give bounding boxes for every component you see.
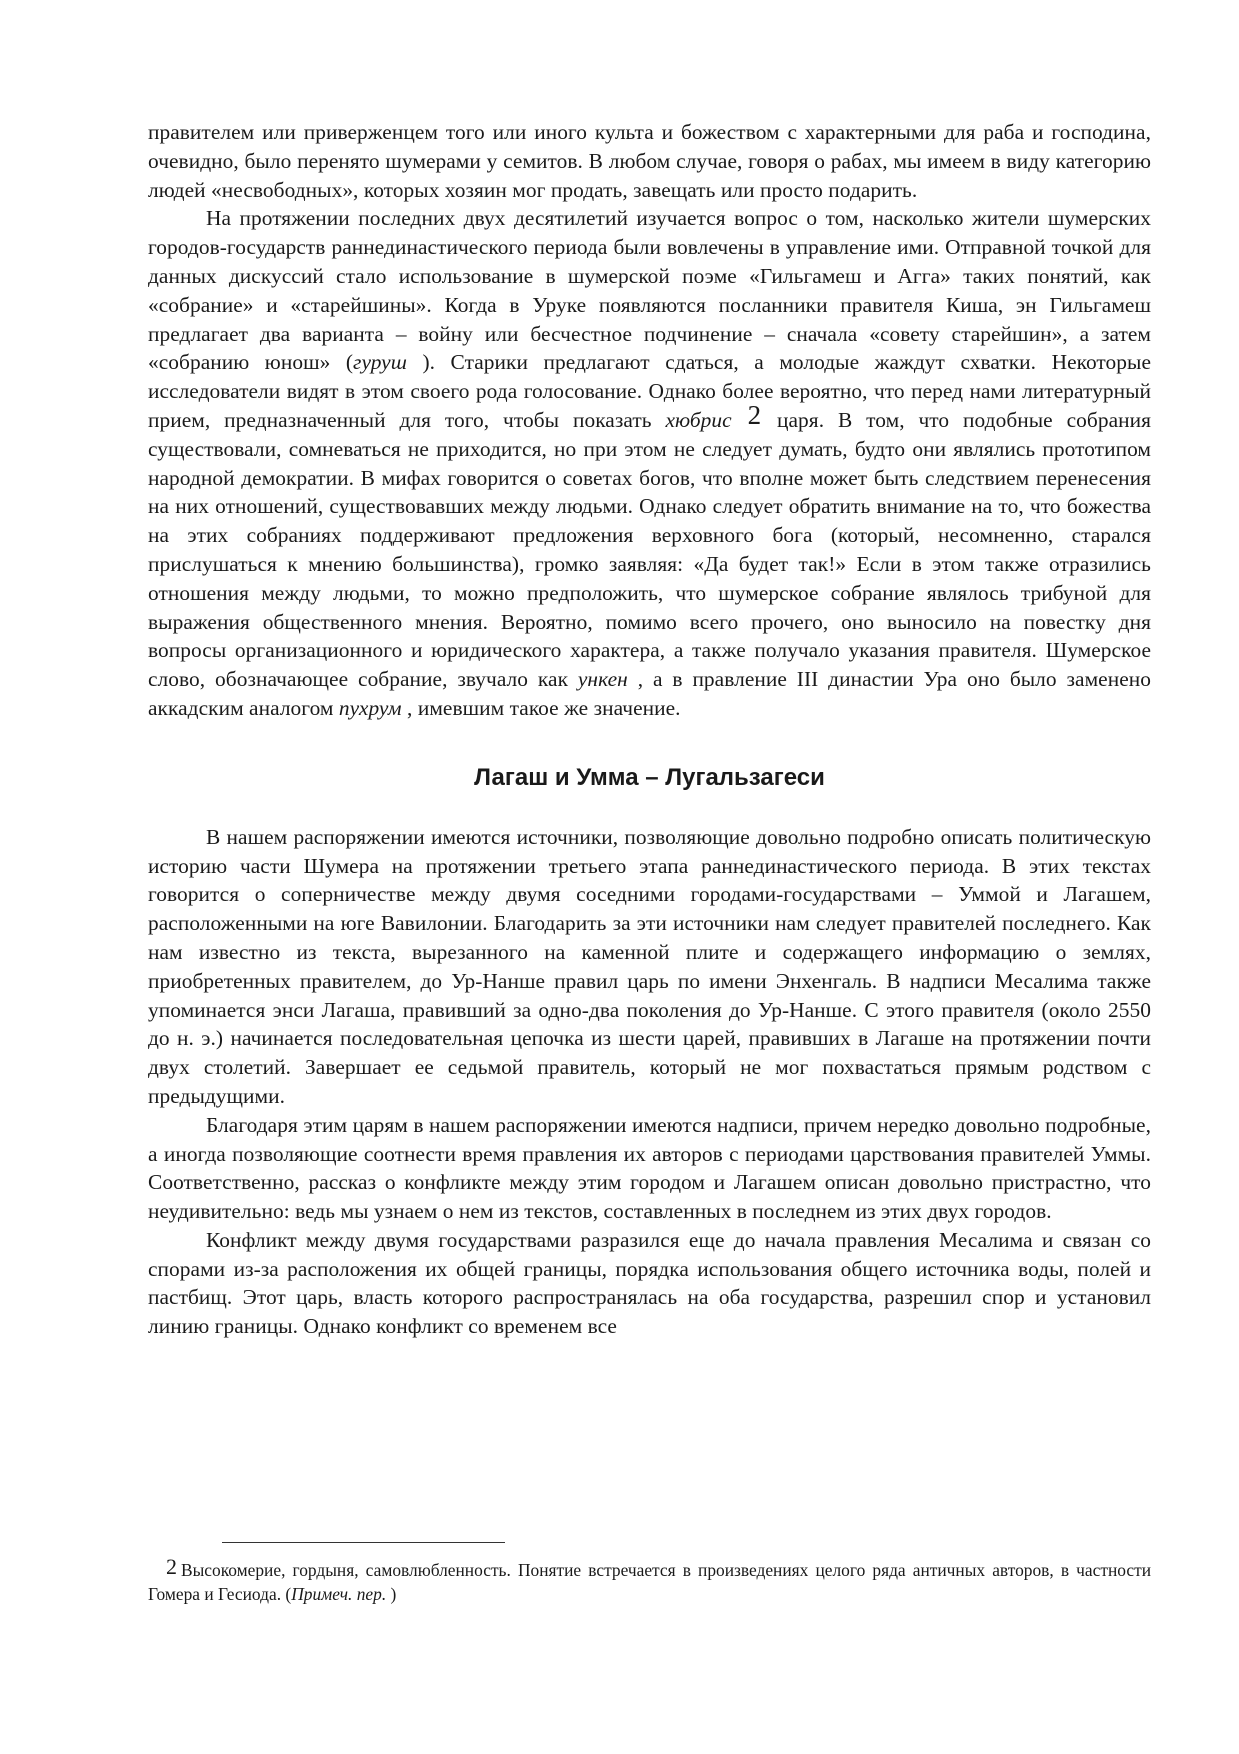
footnote-number: 2 xyxy=(166,1554,177,1579)
paragraph-2-text-2: ). Старики предлагают сдаться, а молодые жаждут схватки. Некоторые исследователи видят в этом своего рода голосование. Однако более вероятно, что перед нами литературный прием, предназначенный для того, чтобы показать xyxy=(148,350,1151,432)
paragraph-4: Благодаря этим царям в нашем распоряжении имеются надписи, причем нередко довольно подробные, а иногда позволяющие соотнести время правления их авторов с периодами царствования правителей Уммы. Соответственно, рассказ о конфликте между этим городом и Лагашем описан довольно пристрастно, что неудивительно: ведь мы узнаем о нем из текстов, составленных в последнем из этих двух городов. xyxy=(148,1112,1151,1224)
paragraph-1: правителем или приверженцем того или иного культа и божеством с характерными для раба и господина, очевидно, было перенято шумерами у семитов. В любом случае, говоря о рабах, мы имеем в виду категорию людей «несвободных», которых хозяин мог продать, завещать или просто подарить. xyxy=(148,120,1151,202)
section-heading: Лагаш и Умма – Лугальзагеси xyxy=(474,763,825,791)
term-gurush: гуруш xyxy=(353,350,407,375)
footnote-tail: ) xyxy=(386,1584,397,1604)
paragraph-5: Конфликт между двумя государствами разразился еще до начала правления Месалима и связан со спорами из-за расположения их общей границы, порядка использования общего источника воды, полей и пастбищ. Этот царь, власть которого распространялась на оба государства, разрешил спор и установил линию границы. Однако конфликт со временем все xyxy=(148,1227,1151,1339)
paragraph-2-text-1: На протяжении последних двух десятилетий изучается вопрос о том, насколько жители шумерских городов-государств раннединастического периода были вовлечены в управление ими. Отправной точкой для данных дискуссий стало использование в шумерской поэме «Гильгамеш и Агга» таких понятий, как «собрание» и «старейшины». Когда в Уруке появляются посланники правителя Киша, эн Гильгамеш предлагает два варианта – войну или бесчестное подчинение – сначала «совету старейшин», а затем «собранию юнош» ( xyxy=(148,206,1151,375)
footnote xyxy=(148,1555,1151,1606)
term-unken: ункен xyxy=(577,667,628,692)
footnote-reference[interactable]: 2 xyxy=(747,399,762,430)
term-hubris: хюбрис xyxy=(665,407,732,432)
footnote-separator xyxy=(222,1542,505,1543)
paragraph-2-text-4: , а в правление III династии Ура оно было заменено аккадским аналогом xyxy=(148,667,1151,720)
page-body xyxy=(148,118,1151,1341)
footnote-text: Высокомерие, гордыня, самовлюбленность. Понятие встречается в произведениях целого ряда античных авторов, в частности Гомера и Гесиода. ( xyxy=(148,1560,1151,1604)
paragraph-3: В нашем распоряжении имеются источники, позволяющие довольно подробно описать политическую историю части Шумера на протяжении третьего этапа раннединастического периода. В этих текстах говорится о соперничестве между двумя соседними городами-государствами – Уммой и Лагашем, расположенными на юге Вавилонии. Благодарить за эти источники нам следует правителей последнего. Как нам известно из текста, вырезанного на каменной плите и содержащего информацию о землях, приобретенных правителем, до Ур-Нанше правил царь по имени Энхенгаль. В надписи Месалима также упоминается энси Лагаша, правивший за одно-два поколения до Ур-Нанше. С этого правителя (около 2550 до н. э.) начинается последовательная цепочка из шести царей, правивших в Лагаше на протяжении почти двух столетий. Завершает ее седьмой правитель, который не мог похвастаться прямым родством с предыдущими. xyxy=(148,824,1151,1108)
footnote-note-abbrev: Примеч. пер. xyxy=(291,1584,387,1604)
paragraph-2 xyxy=(148,204,1151,722)
term-puhrum: пухрум xyxy=(338,695,402,720)
paragraph-2-text-5: , имевшим такое же значение. xyxy=(401,695,681,720)
paragraph-2-text-3: царя. В том, что подобные собрания существовали, сомневаться не приходится, но при этом не следует думать, будто они являлись прототипом народной демократии. В мифах говорится о советах богов, что вполне может быть следствием перенесения на них отношений, существовавших между людьми. Однако следует обратить внимание на то, что божества на этих собраниях поддерживают предложения верховного бога (который, несомненно, старался прислушаться к мнению большинства), громко заявляя: «Да будет так!» Если в этом также отразились отношения между людьми, то можно предположить, что шумерское собрание являлось трибуной для выражения общественного мнения. Вероятно, помимо всего прочего, оно выносило на повестку дня вопросы организационного и юридического характера, а также получало указания правителя. Шумерское слово, обозначающее собрание, звучало как xyxy=(148,407,1151,692)
